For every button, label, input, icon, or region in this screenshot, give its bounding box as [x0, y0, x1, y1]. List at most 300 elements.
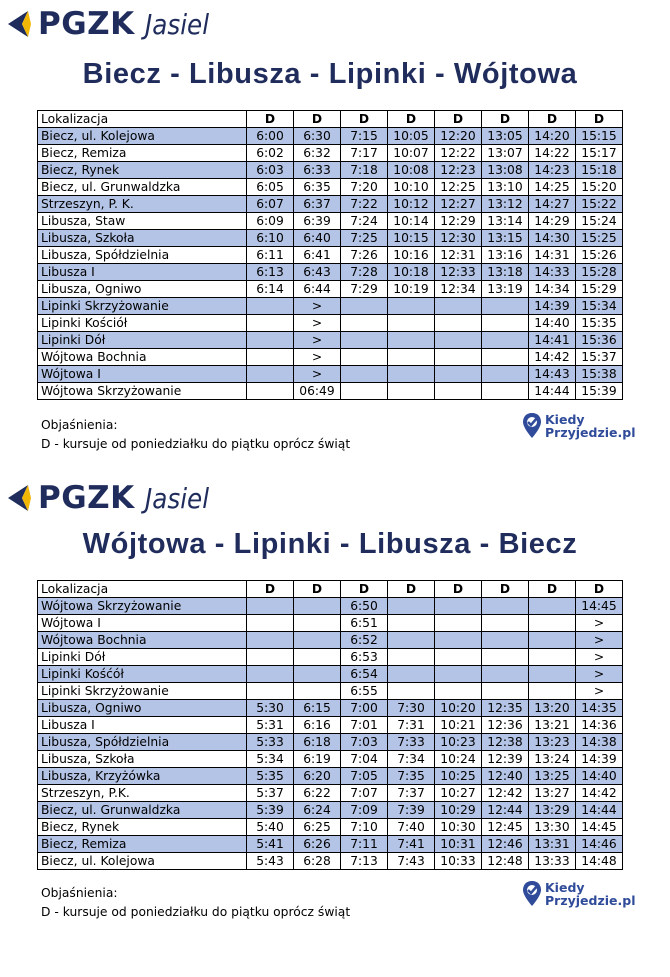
stop-name: Wójtowa I: [38, 366, 247, 383]
departure-time: 06:49: [294, 383, 341, 400]
departure-time: 15:17: [576, 145, 623, 162]
departure-time: 13:14: [482, 213, 529, 230]
departure-time: 10:10: [388, 179, 435, 196]
departure-time: 6:33: [294, 162, 341, 179]
departure-time: 10:20: [435, 700, 482, 717]
departure-time: 12:35: [482, 700, 529, 717]
departure-time: 6:02: [247, 145, 294, 162]
departure-time: [341, 366, 388, 383]
table-row: [38, 230, 623, 247]
departure-time: 13:07: [482, 145, 529, 162]
logo-line1: Kiedy: [545, 412, 585, 427]
departure-time: 12:45: [482, 819, 529, 836]
departure-time: [294, 632, 341, 649]
column-header-day: D: [576, 581, 623, 598]
departure-time: 15:26: [576, 247, 623, 264]
column-header-day: D: [247, 111, 294, 128]
departure-time: 12:27: [435, 196, 482, 213]
departure-time: 10:14: [388, 213, 435, 230]
departure-time: [294, 666, 341, 683]
departure-time: [435, 683, 482, 700]
departure-time: 13:24: [529, 751, 576, 768]
departure-time: 6:53: [341, 649, 388, 666]
departure-time: 10:18: [388, 264, 435, 281]
brand-name: PGZK: [38, 6, 135, 42]
departure-time: [388, 332, 435, 349]
departure-time: [294, 615, 341, 632]
departure-time: 7:33: [388, 734, 435, 751]
table-row: [38, 632, 623, 649]
departure-time: 6:15: [294, 700, 341, 717]
departure-time: [482, 349, 529, 366]
departure-time: 7:18: [341, 162, 388, 179]
departure-time: 14:35: [576, 700, 623, 717]
departure-time: 13:31: [529, 836, 576, 853]
departure-time: 12:33: [435, 264, 482, 281]
column-header-day: D: [529, 111, 576, 128]
departure-time: 6:30: [294, 128, 341, 145]
departure-time: 7:28: [341, 264, 388, 281]
departure-time: 7:29: [341, 281, 388, 298]
departure-time: 14:30: [529, 230, 576, 247]
departure-time: 6:37: [294, 196, 341, 213]
departure-time: 14:45: [576, 819, 623, 836]
departure-time: 13:30: [529, 819, 576, 836]
table-row: [38, 751, 623, 768]
departure-time: 6:19: [294, 751, 341, 768]
stop-name: Wójtowa Bochnia: [38, 632, 247, 649]
stop-name: Lipinki Dół: [38, 649, 247, 666]
notes: [41, 884, 350, 922]
departure-time: >: [576, 666, 623, 683]
departure-time: 6:00: [247, 128, 294, 145]
departure-time: 10:05: [388, 128, 435, 145]
departure-time: >: [294, 298, 341, 315]
departure-time: 7:37: [388, 785, 435, 802]
departure-time: [388, 366, 435, 383]
brand-logo: [6, 4, 217, 44]
departure-time: 6:50: [341, 598, 388, 615]
departure-time: 12:34: [435, 281, 482, 298]
table-row: [38, 819, 623, 836]
notes-label: Objaśnienia:: [41, 418, 118, 432]
departure-time: [294, 649, 341, 666]
departure-time: 6:54: [341, 666, 388, 683]
departure-time: 10:15: [388, 230, 435, 247]
departure-time: 7:41: [388, 836, 435, 853]
departure-time: 5:30: [247, 700, 294, 717]
departure-time: 14:41: [529, 332, 576, 349]
departure-time: 14:45: [576, 598, 623, 615]
table-row: [38, 128, 623, 145]
departure-time: 12:30: [435, 230, 482, 247]
departure-time: [529, 615, 576, 632]
departure-time: [247, 598, 294, 615]
column-header-location: Lokalizacja: [38, 111, 247, 128]
departure-time: [294, 683, 341, 700]
kiedyprzyjedzie-logo: [522, 879, 635, 909]
table-row: [38, 315, 623, 332]
logo-line2: Przyjedzie.pl: [545, 425, 636, 440]
departure-time: 12:42: [482, 785, 529, 802]
table-row: [38, 349, 623, 366]
departure-time: 6:51: [341, 615, 388, 632]
departure-time: 6:07: [247, 196, 294, 213]
departure-time: >: [294, 349, 341, 366]
departure-time: [341, 383, 388, 400]
table-row: [38, 768, 623, 785]
stop-name: Wójtowa Skrzyżowanie: [38, 598, 247, 615]
departure-time: 6:14: [247, 281, 294, 298]
departure-time: 7:43: [388, 853, 435, 870]
departure-time: >: [294, 332, 341, 349]
departure-time: 6:22: [294, 785, 341, 802]
stop-name: Biecz, Rynek: [38, 162, 247, 179]
stop-name: Libusza, Szkoła: [38, 230, 247, 247]
stop-name: Lipinki Skrzyżowanie: [38, 683, 247, 700]
table-row: [38, 734, 623, 751]
departure-time: 7:15: [341, 128, 388, 145]
departure-time: 14:39: [529, 298, 576, 315]
column-header-day: D: [482, 111, 529, 128]
departure-time: 7:03: [341, 734, 388, 751]
brand-sub: Jasiel: [144, 481, 209, 515]
departure-time: [247, 683, 294, 700]
departure-time: 7:17: [341, 145, 388, 162]
departure-time: 6:13: [247, 264, 294, 281]
departure-time: 13:20: [529, 700, 576, 717]
departure-time: [341, 298, 388, 315]
location-check-icon: [522, 411, 542, 441]
departure-time: 7:34: [388, 751, 435, 768]
departure-time: 7:39: [388, 802, 435, 819]
departure-time: 10:25: [435, 768, 482, 785]
column-header-day: D: [576, 111, 623, 128]
departure-time: 6:05: [247, 179, 294, 196]
departure-time: [247, 666, 294, 683]
departure-time: 13:19: [482, 281, 529, 298]
departure-time: >: [294, 315, 341, 332]
departure-time: 7:13: [341, 853, 388, 870]
departure-time: 6:43: [294, 264, 341, 281]
departure-time: 14:36: [576, 717, 623, 734]
logo-line1: Kiedy: [545, 880, 585, 895]
departure-time: 14:27: [529, 196, 576, 213]
column-header-day: D: [247, 581, 294, 598]
departure-time: 7:20: [341, 179, 388, 196]
stop-name: Libusza, Szkoła: [38, 751, 247, 768]
departure-time: 5:35: [247, 768, 294, 785]
departure-time: 7:09: [341, 802, 388, 819]
table-row: [38, 332, 623, 349]
departure-time: 6:35: [294, 179, 341, 196]
departure-time: [435, 615, 482, 632]
departure-time: 6:25: [294, 819, 341, 836]
departure-time: 13:16: [482, 247, 529, 264]
departure-time: 6:26: [294, 836, 341, 853]
departure-time: [435, 649, 482, 666]
departure-time: [388, 615, 435, 632]
departure-time: 12:46: [482, 836, 529, 853]
departure-time: [435, 315, 482, 332]
table-row: [38, 366, 623, 383]
departure-time: 13:10: [482, 179, 529, 196]
table-row: [38, 666, 623, 683]
departure-time: 12:22: [435, 145, 482, 162]
stop-name: Wójtowa I: [38, 615, 247, 632]
departure-time: [435, 383, 482, 400]
notes-label: Objaśnienia:: [41, 886, 118, 900]
departure-time: [247, 298, 294, 315]
brand-sub: Jasiel: [144, 7, 209, 41]
departure-time: [435, 298, 482, 315]
departure-time: 15:28: [576, 264, 623, 281]
departure-time: 10:30: [435, 819, 482, 836]
departure-time: 13:15: [482, 230, 529, 247]
stop-name: Biecz, ul. Grunwaldzka: [38, 802, 247, 819]
header-row: [38, 581, 623, 598]
departure-time: [482, 383, 529, 400]
departure-time: 6:55: [341, 683, 388, 700]
departure-time: 15:39: [576, 383, 623, 400]
stop-name: Biecz, Remiza: [38, 145, 247, 162]
table-row: [38, 196, 623, 213]
departure-time: 13:18: [482, 264, 529, 281]
departure-time: [435, 632, 482, 649]
departure-time: 6:18: [294, 734, 341, 751]
departure-time: >: [576, 683, 623, 700]
departure-time: [294, 598, 341, 615]
departure-time: 15:34: [576, 298, 623, 315]
header-row: [38, 111, 623, 128]
table-row: [38, 598, 623, 615]
table-row: [38, 700, 623, 717]
departure-time: 13:23: [529, 734, 576, 751]
departure-time: [247, 315, 294, 332]
departure-time: [482, 598, 529, 615]
departure-time: [435, 666, 482, 683]
departure-time: 6:24: [294, 802, 341, 819]
timetable: [37, 580, 623, 870]
stop-name: Libusza I: [38, 264, 247, 281]
departure-time: 5:43: [247, 853, 294, 870]
departure-time: [388, 666, 435, 683]
departure-time: 15:29: [576, 281, 623, 298]
table-row: [38, 853, 623, 870]
departure-time: 7:10: [341, 819, 388, 836]
departure-time: 12:40: [482, 768, 529, 785]
departure-time: 7:01: [341, 717, 388, 734]
departure-time: 14:25: [529, 179, 576, 196]
table-row: [38, 179, 623, 196]
stop-name: Wójtowa Bochnia: [38, 349, 247, 366]
departure-time: 7:07: [341, 785, 388, 802]
departure-time: 10:12: [388, 196, 435, 213]
departure-time: [247, 632, 294, 649]
departure-time: 13:29: [529, 802, 576, 819]
column-header-location: Lokalizacja: [38, 581, 247, 598]
departure-time: 15:20: [576, 179, 623, 196]
departure-time: [529, 632, 576, 649]
table-row: [38, 383, 623, 400]
departure-time: [482, 298, 529, 315]
departure-time: 6:40: [294, 230, 341, 247]
departure-time: 10:08: [388, 162, 435, 179]
departure-time: [247, 366, 294, 383]
departure-time: [482, 632, 529, 649]
departure-time: 7:40: [388, 819, 435, 836]
departure-time: 6:11: [247, 247, 294, 264]
stop-name: Biecz, ul. Kolejowa: [38, 853, 247, 870]
table-row: [38, 298, 623, 315]
route-title: Wójtowa - Lipinki - Libusza - Biecz: [82, 528, 578, 560]
departure-time: 13:12: [482, 196, 529, 213]
departure-time: 7:04: [341, 751, 388, 768]
stop-name: Lipinki Dół: [38, 332, 247, 349]
departure-time: 6:39: [294, 213, 341, 230]
departure-time: 12:31: [435, 247, 482, 264]
departure-time: 7:26: [341, 247, 388, 264]
departure-time: 5:41: [247, 836, 294, 853]
departure-time: 13:25: [529, 768, 576, 785]
table-row: [38, 615, 623, 632]
departure-time: [482, 332, 529, 349]
departure-time: [247, 649, 294, 666]
departure-time: 15:36: [576, 332, 623, 349]
departure-time: 5:31: [247, 717, 294, 734]
departure-time: 5:40: [247, 819, 294, 836]
departure-time: [388, 649, 435, 666]
departure-time: [435, 366, 482, 383]
departure-time: [247, 332, 294, 349]
stop-name: Biecz, Remiza: [38, 836, 247, 853]
departure-time: 15:22: [576, 196, 623, 213]
departure-time: [435, 349, 482, 366]
departure-time: 12:20: [435, 128, 482, 145]
column-header-day: D: [341, 581, 388, 598]
departure-time: 12:44: [482, 802, 529, 819]
departure-time: [529, 598, 576, 615]
departure-time: 10:16: [388, 247, 435, 264]
departure-time: [482, 649, 529, 666]
brand-logo: [6, 478, 217, 518]
departure-time: [388, 683, 435, 700]
departure-time: [388, 315, 435, 332]
departure-time: 6:41: [294, 247, 341, 264]
departure-time: 10:31: [435, 836, 482, 853]
departure-time: 15:35: [576, 315, 623, 332]
table-row: [38, 836, 623, 853]
departure-time: 10:23: [435, 734, 482, 751]
departure-time: 7:25: [341, 230, 388, 247]
departure-time: 14:42: [576, 785, 623, 802]
departure-time: 15:24: [576, 213, 623, 230]
departure-time: 14:22: [529, 145, 576, 162]
departure-time: 12:39: [482, 751, 529, 768]
departure-time: [341, 349, 388, 366]
departure-time: 13:21: [529, 717, 576, 734]
departure-time: [388, 298, 435, 315]
departure-time: 6:03: [247, 162, 294, 179]
stop-name: Libusza, Krzyżówka: [38, 768, 247, 785]
column-header-day: D: [294, 581, 341, 598]
column-header-day: D: [529, 581, 576, 598]
brand-chevron-icon: [6, 483, 32, 513]
departure-time: 7:30: [388, 700, 435, 717]
stop-name: Wójtowa Skrzyżowanie: [38, 383, 247, 400]
table-row: [38, 802, 623, 819]
departure-time: 12:36: [482, 717, 529, 734]
departure-time: 14:29: [529, 213, 576, 230]
timetable: [37, 110, 623, 400]
departure-time: 15:38: [576, 366, 623, 383]
departure-time: [341, 315, 388, 332]
column-header-day: D: [388, 111, 435, 128]
notes: [41, 416, 350, 454]
table-row: [38, 162, 623, 179]
table-row: [38, 145, 623, 162]
logo-line2: Przyjedzie.pl: [545, 893, 636, 908]
departure-time: 10:29: [435, 802, 482, 819]
departure-time: 5:39: [247, 802, 294, 819]
departure-time: 14:43: [529, 366, 576, 383]
departure-time: [435, 598, 482, 615]
departure-time: 13:05: [482, 128, 529, 145]
departure-time: 14:34: [529, 281, 576, 298]
column-header-day: D: [388, 581, 435, 598]
departure-time: 14:39: [576, 751, 623, 768]
departure-time: [482, 666, 529, 683]
stop-name: Libusza, Ogniwo: [38, 281, 247, 298]
departure-time: 14:46: [576, 836, 623, 853]
departure-time: 7:35: [388, 768, 435, 785]
departure-time: 6:52: [341, 632, 388, 649]
stop-name: Biecz, ul. Grunwaldzka: [38, 179, 247, 196]
stop-name: Libusza, Spółdzielnia: [38, 247, 247, 264]
column-header-day: D: [294, 111, 341, 128]
departure-time: 14:44: [576, 802, 623, 819]
column-header-day: D: [435, 581, 482, 598]
departure-time: 14:42: [529, 349, 576, 366]
departure-time: 6:32: [294, 145, 341, 162]
departure-time: [388, 383, 435, 400]
departure-time: 10:21: [435, 717, 482, 734]
departure-time: 10:33: [435, 853, 482, 870]
departure-time: 14:40: [529, 315, 576, 332]
stop-name: Lipinki Skrzyżowanie: [38, 298, 247, 315]
departure-time: 14:38: [576, 734, 623, 751]
departure-time: 14:48: [576, 853, 623, 870]
departure-time: 7:05: [341, 768, 388, 785]
stop-name: Libusza, Ogniwo: [38, 700, 247, 717]
departure-time: 7:11: [341, 836, 388, 853]
departure-time: 10:24: [435, 751, 482, 768]
departure-time: 7:31: [388, 717, 435, 734]
departure-time: 12:25: [435, 179, 482, 196]
route-title: Biecz - Libusza - Lipinki - Wójtowa: [82, 58, 578, 90]
departure-time: 12:23: [435, 162, 482, 179]
departure-time: 5:34: [247, 751, 294, 768]
departure-time: 10:19: [388, 281, 435, 298]
stop-name: Biecz, ul. Kolejowa: [38, 128, 247, 145]
departure-time: [247, 383, 294, 400]
location-check-icon: [522, 879, 542, 909]
departure-time: 6:44: [294, 281, 341, 298]
table-row: [38, 785, 623, 802]
brand-name: PGZK: [38, 480, 135, 516]
departure-time: 13:33: [529, 853, 576, 870]
departure-time: 14:20: [529, 128, 576, 145]
